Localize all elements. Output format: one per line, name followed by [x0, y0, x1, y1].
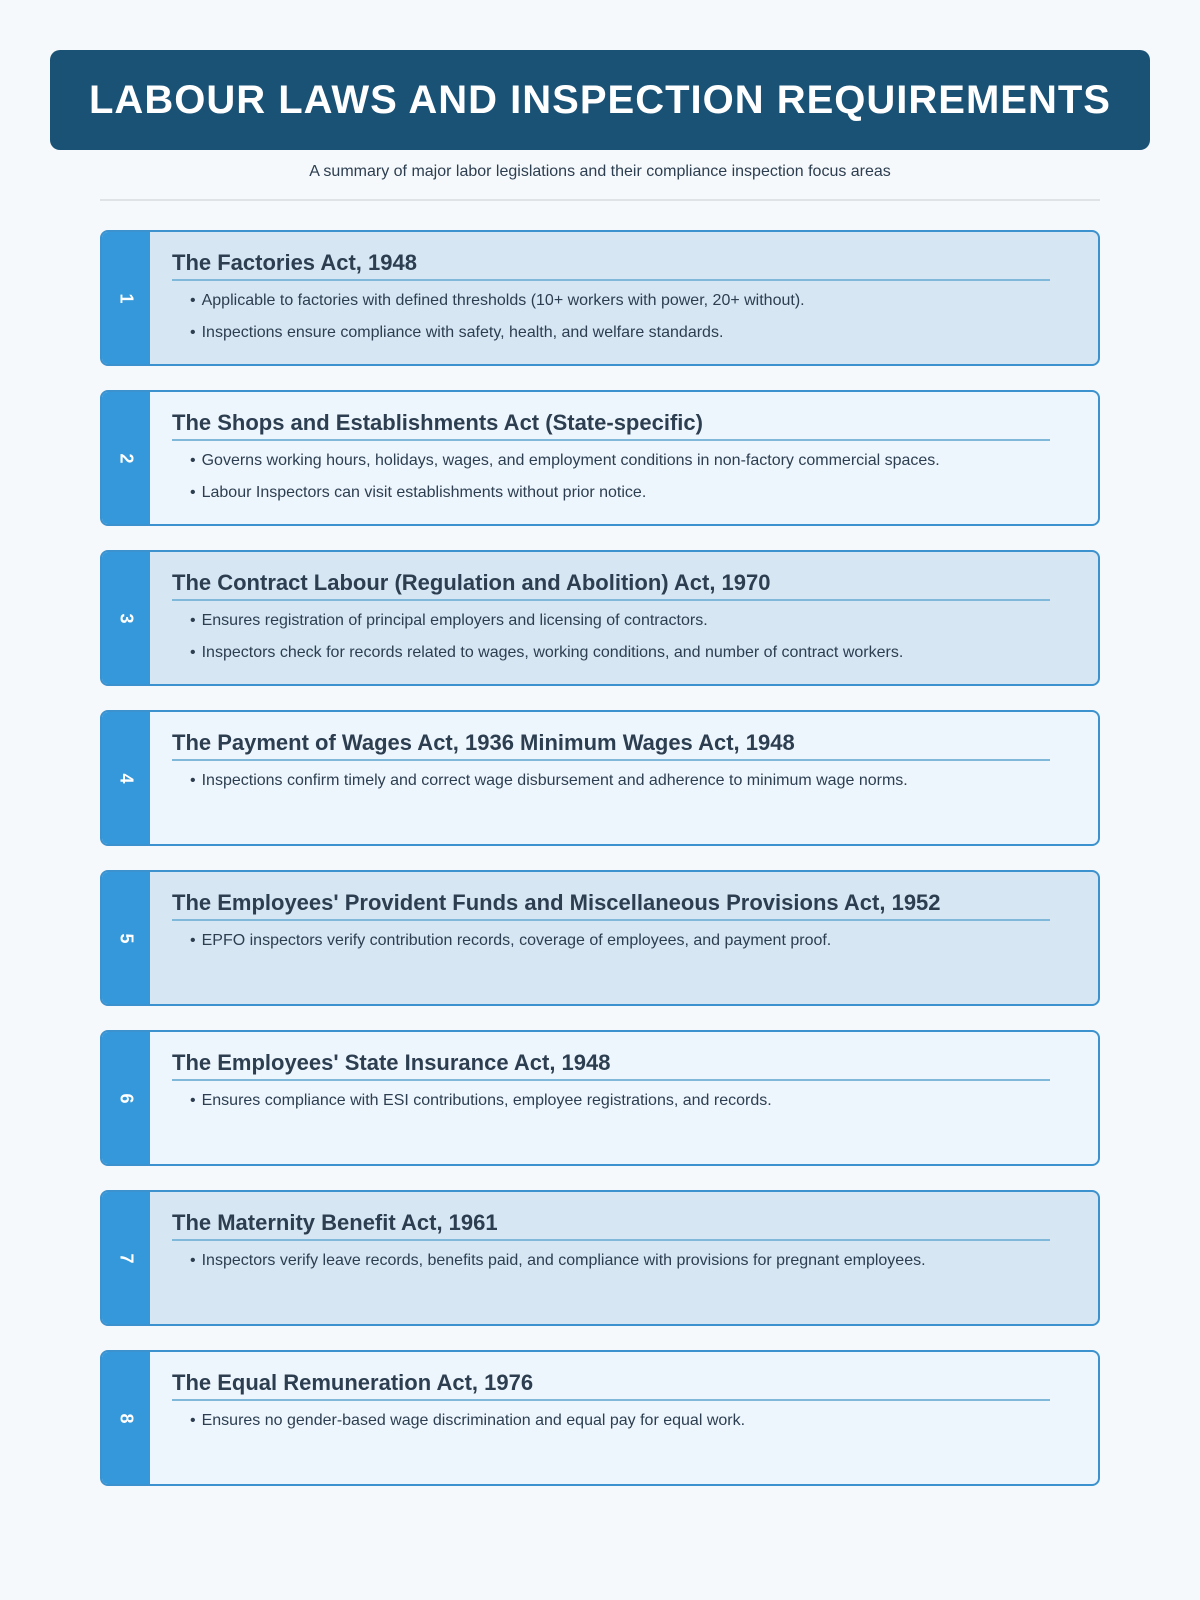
law-points [172, 1251, 1050, 1271]
law-card-body [172, 570, 1050, 675]
law-points [172, 1411, 1050, 1431]
law-list [100, 230, 1100, 1510]
law-card [100, 710, 1100, 846]
law-title: The Employees' State Insurance Act, 1948 [172, 1050, 1050, 1081]
law-point: • Governs working hours, holidays, wages, and employment conditions in non-factory commercial spaces. [190, 451, 1050, 471]
law-points [172, 291, 1050, 343]
page-header [50, 50, 1150, 150]
law-point: • Inspectors verify leave records, benefits paid, and compliance with provisions for pregnant employees. [190, 1251, 1050, 1271]
law-point: • Inspectors check for records related to wages, working conditions, and number of contract workers. [190, 643, 1050, 663]
law-number-tab [102, 1192, 150, 1324]
law-card-body [172, 410, 1050, 515]
law-points [172, 451, 1050, 503]
law-points [172, 771, 1050, 791]
law-card-body [172, 1370, 1050, 1443]
law-number: 2 [116, 452, 137, 464]
header-divider [100, 199, 1100, 201]
law-card-body [172, 1210, 1050, 1283]
law-title: The Factories Act, 1948 [172, 250, 1050, 281]
law-title: The Maternity Benefit Act, 1961 [172, 1210, 1050, 1241]
law-point: • Ensures no gender-based wage discrimination and equal pay for equal work. [190, 1411, 1050, 1431]
law-title: The Payment of Wages Act, 1936 Minimum Wages Act, 1948 [172, 730, 1050, 761]
law-title: The Shops and Establishments Act (State-specific) [172, 410, 1050, 441]
law-number-tab [102, 1352, 150, 1484]
law-card [100, 870, 1100, 1006]
law-card [100, 550, 1100, 686]
law-number: 3 [116, 612, 137, 624]
law-card [100, 1190, 1100, 1326]
law-number: 5 [116, 932, 137, 944]
page-title: LABOUR LAWS AND INSPECTION REQUIREMENTS [89, 77, 1111, 122]
law-points [172, 611, 1050, 663]
law-card [100, 230, 1100, 366]
law-point: • Labour Inspectors can visit establishments without prior notice. [190, 483, 1050, 503]
law-card-body [172, 890, 1050, 963]
law-number-tab [102, 232, 150, 364]
law-points [172, 931, 1050, 951]
law-point: • Ensures registration of principal employers and licensing of contractors. [190, 611, 1050, 631]
page-subtitle: A summary of major labor legislations and their compliance inspection focus areas [309, 163, 891, 180]
law-number-tab [102, 872, 150, 1004]
law-number: 7 [116, 1252, 137, 1264]
law-card-body [172, 730, 1050, 803]
law-title: The Equal Remuneration Act, 1976 [172, 1370, 1050, 1401]
law-number-tab [102, 392, 150, 524]
law-point: • EPFO inspectors verify contribution records, coverage of employees, and payment proof. [190, 931, 1050, 951]
law-number: 8 [116, 1412, 137, 1424]
law-number: 4 [116, 772, 137, 784]
law-card-body [172, 1050, 1050, 1123]
law-number: 6 [116, 1092, 137, 1104]
law-number-tab [102, 552, 150, 684]
law-point: • Applicable to factories with defined thresholds (10+ workers with power, 20+ without). [190, 291, 1050, 311]
law-number-tab [102, 712, 150, 844]
law-card-body [172, 250, 1050, 355]
law-title: The Contract Labour (Regulation and Abolition) Act, 1970 [172, 570, 1050, 601]
law-card [100, 1350, 1100, 1486]
law-point: • Ensures compliance with ESI contributions, employee registrations, and records. [190, 1091, 1050, 1111]
law-card [100, 390, 1100, 526]
law-title: The Employees' Provident Funds and Miscellaneous Provisions Act, 1952 [172, 890, 1050, 921]
law-card [100, 1030, 1100, 1166]
law-point: • Inspections ensure compliance with safety, health, and welfare standards. [190, 323, 1050, 343]
law-number: 1 [116, 292, 137, 304]
law-number-tab [102, 1032, 150, 1164]
law-point: • Inspections confirm timely and correct wage disbursement and adherence to minimum wage norms. [190, 771, 1050, 791]
law-points [172, 1091, 1050, 1111]
